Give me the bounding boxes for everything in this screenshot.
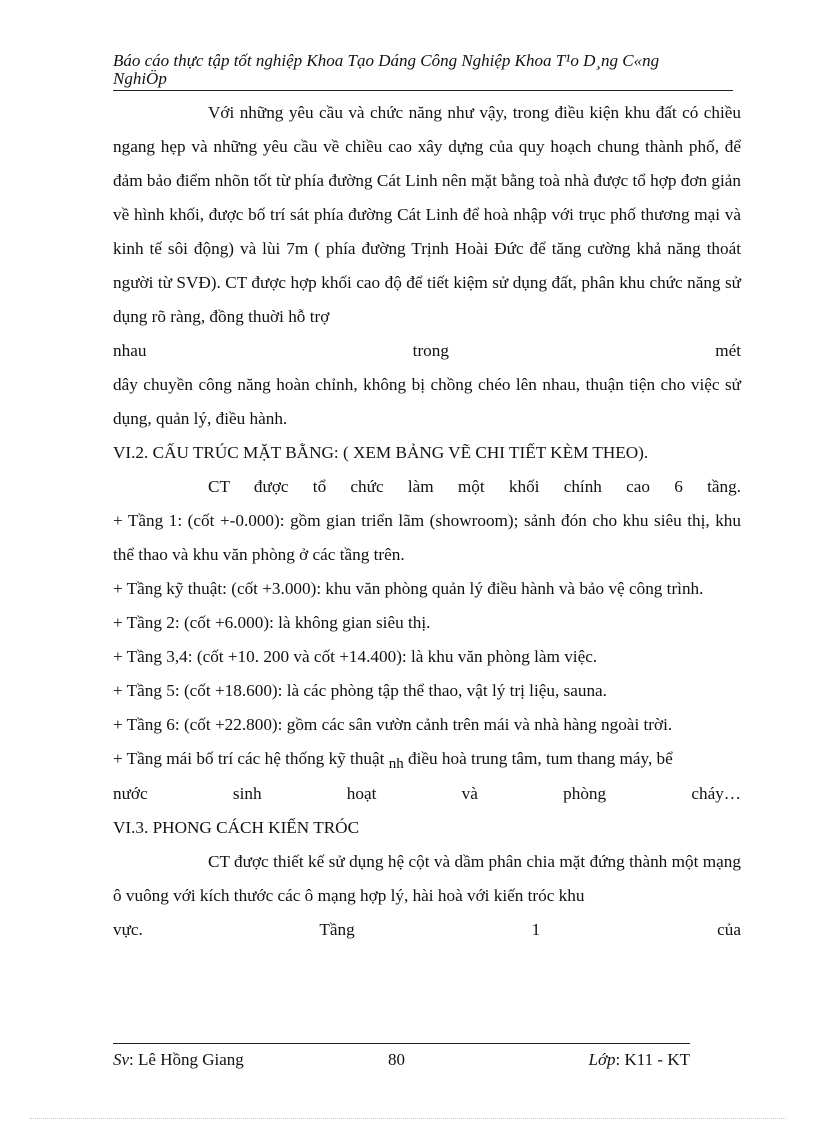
page-bottom-border [30,1118,786,1119]
header-line-2: NghiÖp [113,69,167,88]
roof-item-spread-line: nước sinh hoạt và phòng cháy… [113,784,741,803]
document-body [113,96,741,947]
floor-technical-item: + Tầng kỹ thuật: (cốt +3.000): khu văn phòng quản lý điều hành và bảo vệ công trình. [113,579,704,598]
floor-2-item: + Tầng 2: (cốt +6.000): là không gian siêu thị. [113,613,431,632]
paragraph-structure: CT được tổ chức làm một khối chính cao 6 tầng. [208,477,741,496]
roof-item-subscript: nh [388,756,404,772]
header-line-1: Báo cáo thực tập tốt nghiệp Khoa Tạo Dáng Công Nghiệp Khoa T¹o D¸ng C«ng [113,51,660,70]
roof-item [113,742,741,777]
paragraph-style: CT được thiết kế sử dụng hệ cột và dầm phân chia mặt đứng thành một mạng ô vuông với kích thước các ô mạng hợp lý, hài hoà với kiến tróc khu [113,852,741,905]
floor-1-item: + Tầng 1: (cốt +-0.000): gồm gian triển lãm (showroom); sảnh đón cho khu siêu thị, khu thể thao và khu văn phòng ở các tầng trên. [113,511,741,564]
floor-6-item: + Tầng 6: (cốt +22.800): gồm các sân vườn cảnh trên mái và nhà hàng ngoài trời. [113,715,673,734]
paragraph-intro-spread-line: nhau trong mét [113,341,741,360]
page-header [113,52,733,91]
footer-student [113,1048,244,1072]
floor-5-item: + Tầng 5: (cốt +18.600): là các phòng tập thể thao, vật lý trị liệu, sauna. [113,681,607,700]
floor-3-4-item: + Tầng 3,4: (cốt +10. 200 và cốt +14.400): là khu văn phòng làm việc. [113,647,598,666]
footer-class-label: Lớp [588,1050,616,1069]
footer-student-name: : Lê Hồng Giang [129,1050,244,1069]
paragraph-style-spread-line: vực. Tầng 1 của [113,920,741,939]
section-heading-vi2: VI.2. CẤU TRÚC MẶT BẰNG: ( XEM BẢNG VẼ CHI TIẾT KÈM THEO). [113,443,649,462]
roof-item-start: + Tầng mái bố trí các hệ thống kỹ thuật [113,749,389,768]
section-heading-vi3: VI.3. PHONG CÁCH KIẾN TRÓC [113,818,360,837]
paragraph-intro-end: dây chuyền công năng hoàn chỉnh, không bị chồng chéo lên nhau, thuận tiện cho việc sử dụng, quản lý, điều hành. [113,375,741,428]
footer-student-label: Sv [113,1050,130,1069]
footer-class-value: : K11 - KT [615,1050,690,1069]
roof-item-end: điều hoà trung tâm, tum thang máy, bể [403,749,673,768]
page-number: 80 [388,1050,405,1069]
footer-class [589,1048,690,1072]
footer-divider [113,1043,690,1044]
paragraph-intro: Với những yêu cầu và chức năng như vậy, trong điều kiện khu đất có chiều ngang hẹp và những yêu cầu về chiều cao xây dựng của quy hoạch chung thành phố, để đảm bảo điểm nhõn tốt từ phía đường Cát Linh nên mặt bằng toà nhà được tổ hợp đơn giản về hình khối, được bố trí sát phía đường Cát Linh để hoà nhập với trục phố thương mại và kinh tế sôi động) và lùi 7m ( phía đường Trịnh Hoài Đức để tăng cường khả năng thoát người từ SVĐ). CT được hợp khối cao độ để tiết kiệm sử dụng đất, phân khu chức năng sử dụng rõ ràng, đồng thuời hỗ trợ [113,103,741,326]
